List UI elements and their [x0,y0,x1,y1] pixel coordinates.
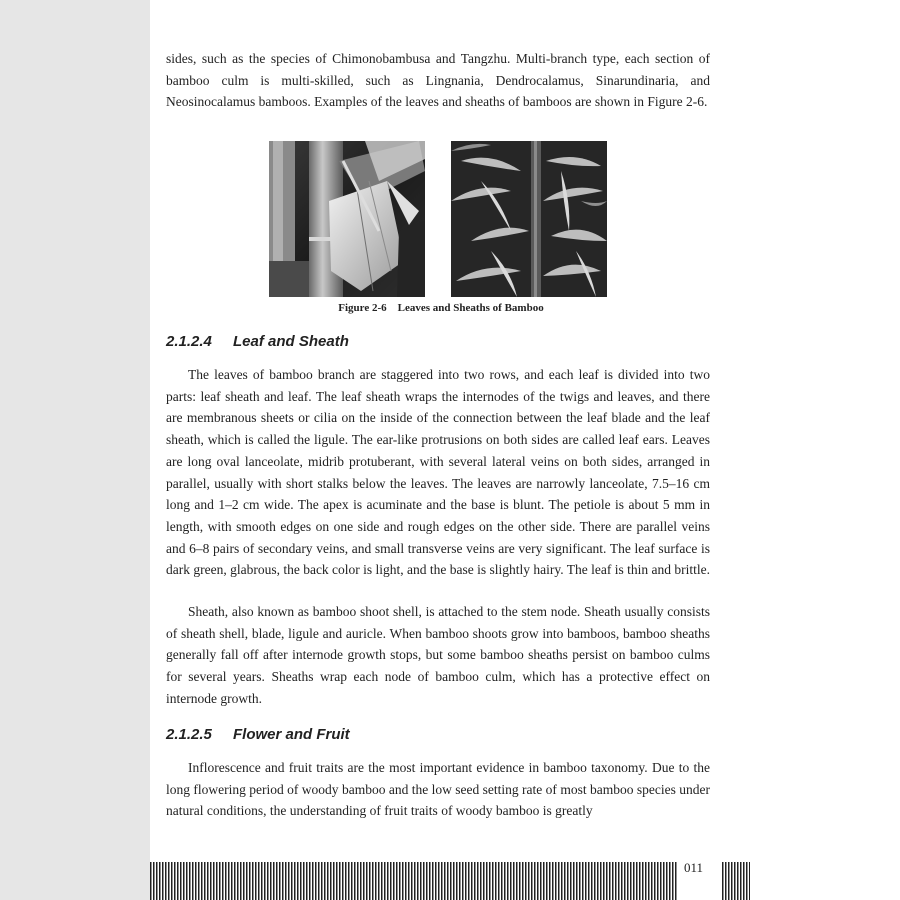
page-number: 011 [684,860,704,875]
book-page [150,0,900,900]
section-title: Flower and Fruit [233,726,350,743]
footer-barcode-right [722,862,750,900]
figure-caption: Figure 2-6 Leaves and Sheaths of Bamboo [338,302,544,314]
intro-paragraph: sides, such as the species of Chimonobambusa and Tangzhu. Multi-branch type, each section of bamboo culm is multi-skilled, such as Lingnania, Dendrocalamus, Sinarundinaria, and Neosinocalamus bamboos. Examples of the leaves and sheaths of bamboos are shown in Figure 2-6. [166,51,710,110]
footer-barcode-left [150,862,678,900]
bamboo-leaves-photo [451,141,607,297]
bamboo-sheath-photo [269,141,425,297]
body-paragraph: Sheath, also known as bamboo shoot shell, is attached to the stem node. Sheath usually consists of sheath shell, blade, ligule and auricle. When bamboo shoots grow into bamboos, bamboo sheaths generally fall off after internode growth stops, but some bamboo sheaths persist on bamboo culms for several years. Sheaths wrap each node of bamboo culm, which has a protective effect on internode growth. [166,604,710,706]
section-number: 2.1.2.4 [166,333,212,350]
section-heading-flower-and-fruit [166,726,350,743]
section-title: Leaf and Sheath [233,333,349,350]
section-heading-leaf-and-sheath [166,333,349,350]
body-paragraph: Inflorescence and fruit traits are the most important evidence in bamboo taxonomy. Due to the long flowering period of woody bamboo and the low seed setting rate of most bamboo species under natural conditions, the understanding of fruit traits of woody bamboo is greatly [166,760,710,819]
section-number: 2.1.2.5 [166,726,212,743]
body-paragraph: The leaves of bamboo branch are staggered into two rows, and each leaf is divided into two parts: leaf sheath and leaf. The leaf sheath wraps the internodes of the twigs and leaves, and there are membranous sheets or cilia on the inside of the connection between the leaf blade and the leaf sheath, which is called the ligule. The ear-like protrusions on both sides are called leaf ears. Leaves are long oval lanceolate, midrib protuberant, with several lateral veins on both sides, arranged in parallel, usually with short stalks below the leaves. The leaves are narrowly lanceolate, 7.5–16 cm long and 1–2 cm wide. The apex is acuminate and the base is blunt. The petiole is about 5 mm in length, with smooth edges on one side and rough edges on the other side. There are parallel veins and 6–8 pairs of secondary veins, and small transverse veins are very significant. The leaf surface is dark green, glabrous, the back color is light, and the base is slightly hairy. The leaf is thin and brittle. [166,367,710,578]
